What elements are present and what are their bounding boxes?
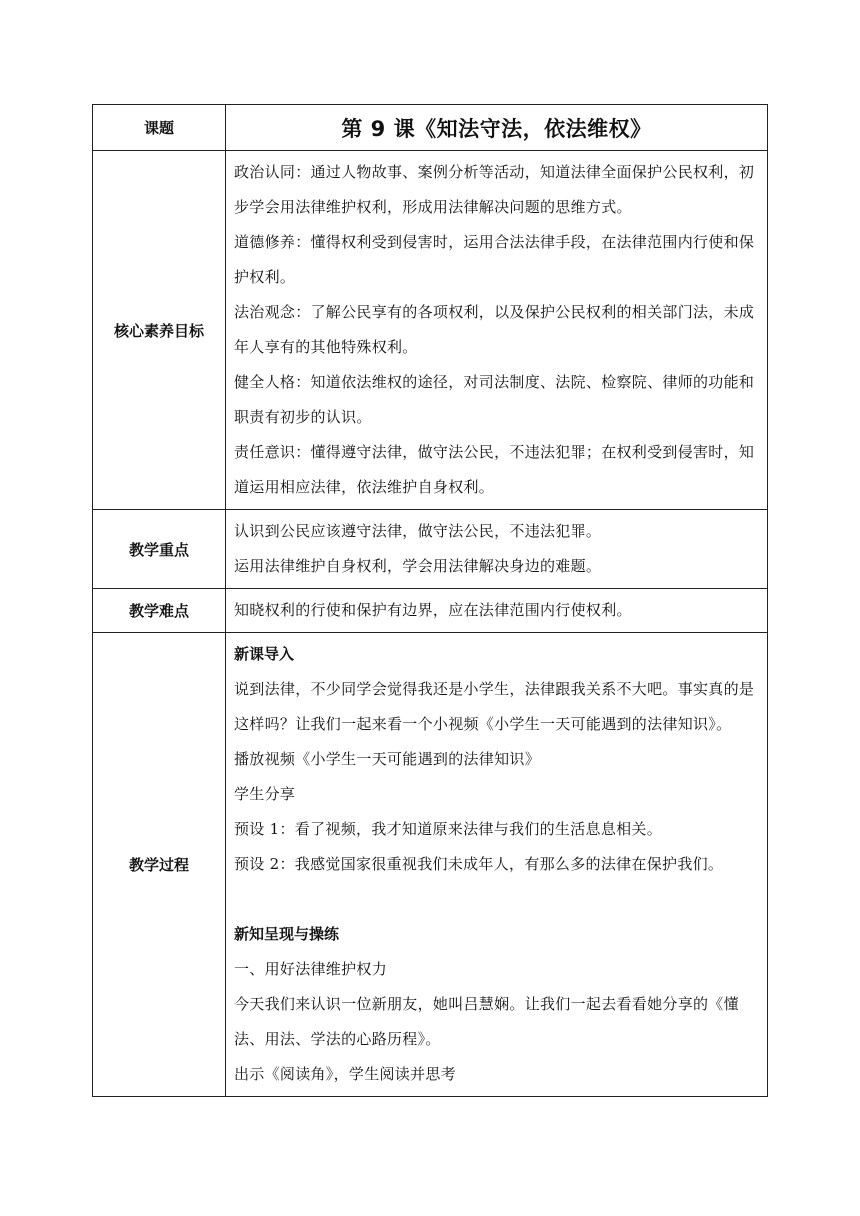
- goals-row: [93, 151, 768, 510]
- process-label: 教学过程: [93, 633, 226, 1097]
- goal-legal: 法治观念：了解公民享有的各项权利，以及保护公民权利的相关部门法，未成年人享有的其他特殊权利。: [234, 303, 755, 356]
- key-point: 运用法律维护自身权利，学会用法律解决身边的难题。: [234, 557, 602, 575]
- key-point: 认识到公民应该遵守法律，做守法公民，不违法犯罪。: [234, 522, 602, 540]
- title-row: [93, 105, 768, 151]
- key-points-row: [93, 510, 768, 589]
- key-points-label: 教学重点: [93, 510, 226, 589]
- intro-paragraph: 播放视频《小学生一天可能遇到的法律知识》: [234, 750, 541, 768]
- difficulties-row: [93, 589, 768, 633]
- goal-political: 政治认同：通过人物故事、案例分析等活动，知道法律全面保护公民权利，初步学会用法律维护权利，形成用法律解决问题的思维方式。: [234, 163, 755, 216]
- intro-paragraph: 预设 1：看了视频，我才知道原来法律与我们的生活息息相关。: [234, 820, 663, 838]
- lesson-title: 第 9 课《知法守法，依法维权》: [226, 105, 768, 151]
- intro-paragraph: 学生分享: [234, 785, 296, 803]
- goal-responsibility: 责任意识：懂得遵守法律，做守法公民，不违法犯罪；在权利受到侵害时，知道运用相应法律，依法维护自身权利。: [234, 443, 755, 496]
- new-knowledge-heading: 新知呈现与操练: [234, 925, 340, 943]
- goal-moral: 道德修养：懂得权利受到侵害时，运用合法法律手段，在法律范围内行使和保护权利。: [234, 233, 755, 286]
- intro-paragraph: 预设 2：我感觉国家很重视我们未成年人，有那么多的法律在保护我们。: [234, 855, 724, 873]
- intro-heading: 新课导入: [234, 645, 295, 663]
- new-paragraph: 一、用好法律维护权力: [234, 960, 388, 978]
- blank-line: [234, 882, 760, 917]
- intro-paragraph: 说到法律，不少同学会觉得我还是小学生，法律跟我关系不大吧。事实真的是这样吗？让我们一起来看一个小视频《小学生一天可能遇到的法律知识》。: [234, 680, 755, 733]
- key-points-content: [226, 510, 768, 589]
- difficulty-point: 知晓权利的行使和保护有边界，应在法律范围内行使权利。: [234, 601, 632, 619]
- goals-content: [226, 151, 768, 510]
- difficulties-label: 教学难点: [93, 589, 226, 633]
- new-paragraph: 今天我们来认识一位新朋友，她叫吕慧娴。让我们一起去看看她分享的《懂法、用法、学法的心路历程》。: [234, 995, 739, 1048]
- process-content: [226, 633, 768, 1097]
- goals-label: 核心素养目标: [93, 151, 226, 510]
- topic-label: 课题: [93, 105, 226, 151]
- process-row: [93, 633, 768, 1097]
- goal-personality: 健全人格：知道依法维权的途径，对司法制度、法院、检察院、律师的功能和职责有初步的认识。: [234, 373, 755, 426]
- new-paragraph: 出示《阅读角》，学生阅读并思考: [234, 1065, 457, 1083]
- difficulties-content: [226, 589, 768, 633]
- lesson-plan-table: [92, 104, 768, 1097]
